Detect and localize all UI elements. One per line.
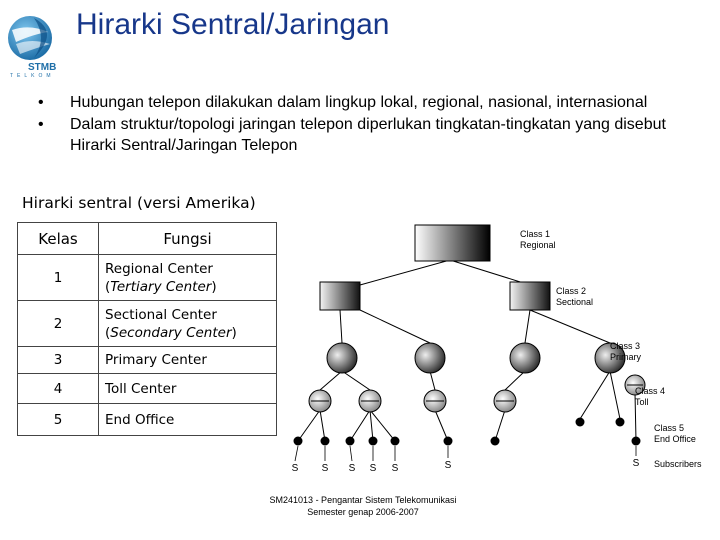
table-row (18, 301, 277, 347)
class5-node (294, 437, 303, 446)
fungsi-cell (99, 301, 277, 347)
footer-line-2: Semester genap 2006-2007 (307, 507, 419, 517)
table-row (18, 374, 277, 404)
bullet-text: Dalam struktur/topologi jaringan telepon diperlukan tingkatan-tingkatan yang disebut Hirarki Sentral/Jaringan Telepon (70, 116, 666, 154)
fungsi-text: Regional Center (105, 260, 213, 277)
class5-node (616, 418, 625, 427)
subscriber-mark: S (321, 463, 329, 474)
class5-node (321, 437, 330, 446)
class5-node (391, 437, 400, 446)
kelas-cell: 2 (18, 301, 99, 347)
bullet-text: Hubungan telepon dilakukan dalam lingkup lokal, regional, nasional, internasional (70, 94, 648, 111)
class2-node (320, 282, 360, 310)
fungsi-text: Sectional Center (105, 306, 217, 323)
bullet-icon: • (38, 94, 44, 111)
subscriber-mark: S (291, 463, 299, 474)
logo (4, 8, 66, 78)
fungsi-note: Secondary Center (110, 324, 232, 341)
subscriber-mark: S (391, 463, 399, 474)
footer (0, 494, 720, 518)
fungsi-note-close: ) (211, 278, 217, 295)
bullet-list (36, 92, 696, 157)
section-subheading: Hirarki sentral (versi Amerika) (22, 194, 256, 212)
kelas-cell: 1 (18, 255, 99, 301)
subscriber-mark: S (369, 463, 377, 474)
class5-node (491, 437, 500, 446)
class2-node (510, 282, 550, 310)
kelas-cell: 4 (18, 374, 99, 404)
class3-label: Class 3 (610, 341, 641, 351)
kelas-cell: 5 (18, 404, 99, 436)
class4-node (359, 390, 381, 412)
fungsi-note-close: ) (231, 324, 237, 341)
bullet-item (36, 92, 696, 113)
table-row (18, 347, 277, 374)
class5-node (576, 418, 585, 427)
logo-subtext: TELKOM (10, 73, 55, 78)
table-header-row (18, 223, 277, 255)
subscribers-label: Subscribers (654, 459, 702, 469)
page-title: Hirarki Sentral/Jaringan (76, 8, 390, 41)
class5-node (632, 437, 641, 446)
class2-label: Class 2 (556, 286, 587, 296)
fungsi-cell (99, 255, 277, 301)
column-header-kelas: Kelas (18, 223, 99, 255)
class3-node (415, 343, 445, 373)
table-row (18, 255, 277, 301)
table-row (18, 404, 277, 436)
fungsi-note: Tertiary Center (110, 278, 212, 295)
subscriber-mark: S (632, 458, 640, 469)
class1-node (415, 225, 490, 261)
fungsi-note-open: ( (105, 324, 111, 341)
class5-sublabel: End Office (654, 434, 696, 444)
class4-label: Class 4 (635, 386, 666, 396)
stmb-logo-icon (4, 8, 66, 78)
class5-node (444, 437, 453, 446)
fungsi-cell: End Office (99, 404, 277, 436)
bullet-icon: • (38, 116, 44, 133)
class5-node (346, 437, 355, 446)
class3-node (327, 343, 357, 373)
class2-sublabel: Sectional (556, 297, 594, 307)
column-header-fungsi: Fungsi (99, 223, 277, 255)
hierarchy-diagram (280, 215, 720, 475)
fungsi-cell: Primary Center (99, 347, 277, 374)
subscriber-mark: S (444, 460, 452, 471)
class4-node (494, 390, 516, 412)
kelas-cell: 3 (18, 347, 99, 374)
fungsi-cell: Toll Center (99, 374, 277, 404)
class1-label: Class 1 (520, 229, 551, 239)
logo-text: STMB (28, 62, 57, 73)
bullet-item (36, 114, 696, 156)
class1-sublabel: Regional (520, 240, 556, 250)
class-table (17, 222, 277, 436)
subscriber-mark: S (348, 463, 356, 474)
fungsi-note-open: ( (105, 278, 111, 295)
class3-node (510, 343, 540, 373)
footer-line-1: SM241013 - Pengantar Sistem Telekomunikasi (269, 495, 457, 505)
class4-node (424, 390, 446, 412)
class5-node (369, 437, 378, 446)
class4-sublabel: Toll (635, 397, 649, 407)
class5-label: Class 5 (654, 423, 685, 433)
class4-node (309, 390, 331, 412)
class3-sublabel: Primary (610, 352, 641, 362)
